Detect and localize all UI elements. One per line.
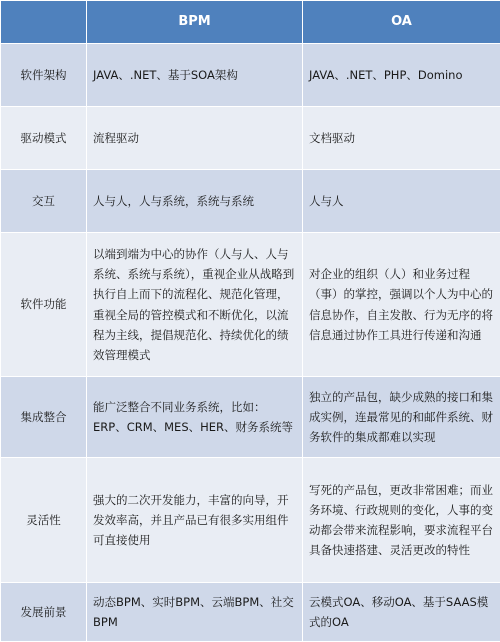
bpm-cell: 强大的二次开发能力，丰富的向导，开发效率高，并且产品已有很多实用组件可直接使用 (87, 458, 303, 583)
oa-cell: 云模式OA、移动OA、基于SAAS模式的OA (303, 583, 500, 642)
row-label: 驱动模式 (1, 107, 87, 170)
bpm-cell: 以端到端为中心的协作（人与人、人与系统、系统与系统），重视企业从战略到执行自上而下的流程化、规范化管理，重视全局的管控模式和不断优化，以流程为主线，提倡规范化、持续优化的绩效管理模式 (87, 233, 303, 377)
bpm-cell: JAVA、.NET、基于SOA架构 (87, 44, 303, 107)
header-row (1, 1, 500, 44)
row-label: 交互 (1, 170, 87, 233)
header-oa: OA (303, 1, 500, 44)
row-label: 集成整合 (1, 377, 87, 458)
bpm-cell: 人与人，人与系统，系统与系统 (87, 170, 303, 233)
oa-cell: JAVA、.NET、PHP、Domino (303, 44, 500, 107)
table-row (1, 170, 500, 233)
row-label: 软件架构 (1, 44, 87, 107)
oa-cell: 人与人 (303, 170, 500, 233)
oa-cell: 对企业的组织（人）和业务过程（事）的掌控，强调以个人为中心的信息协作，自主发散、行为无序的将信息通过协作工具进行传递和沟通 (303, 233, 500, 377)
oa-cell: 独立的产品包，缺少成熟的接口和集成实例，连最常见的和邮件系统、财务软件的集成都难以实现 (303, 377, 500, 458)
oa-cell: 写死的产品包，更改非常困难；而业务环境、行政规则的变化，人事的变动都会带来流程影响，要求流程平台具备快速搭建、灵活更改的特性 (303, 458, 500, 583)
header-bpm: BPM (87, 1, 303, 44)
bpm-cell: 能广泛整合不同业务系统，比如：ERP、CRM、MES、HER、财务系统等 (87, 377, 303, 458)
table-row (1, 44, 500, 107)
row-label: 发展前景 (1, 583, 87, 642)
table-row (1, 233, 500, 377)
table-row (1, 458, 500, 583)
bpm-cell: 动态BPM、实时BPM、云端BPM、社交BPM (87, 583, 303, 642)
table-row (1, 377, 500, 458)
row-label: 软件功能 (1, 233, 87, 377)
row-label: 灵活性 (1, 458, 87, 583)
table-row (1, 107, 500, 170)
table-row (1, 583, 500, 642)
bpm-cell: 流程驱动 (87, 107, 303, 170)
oa-cell: 文档驱动 (303, 107, 500, 170)
header-corner (1, 1, 87, 44)
